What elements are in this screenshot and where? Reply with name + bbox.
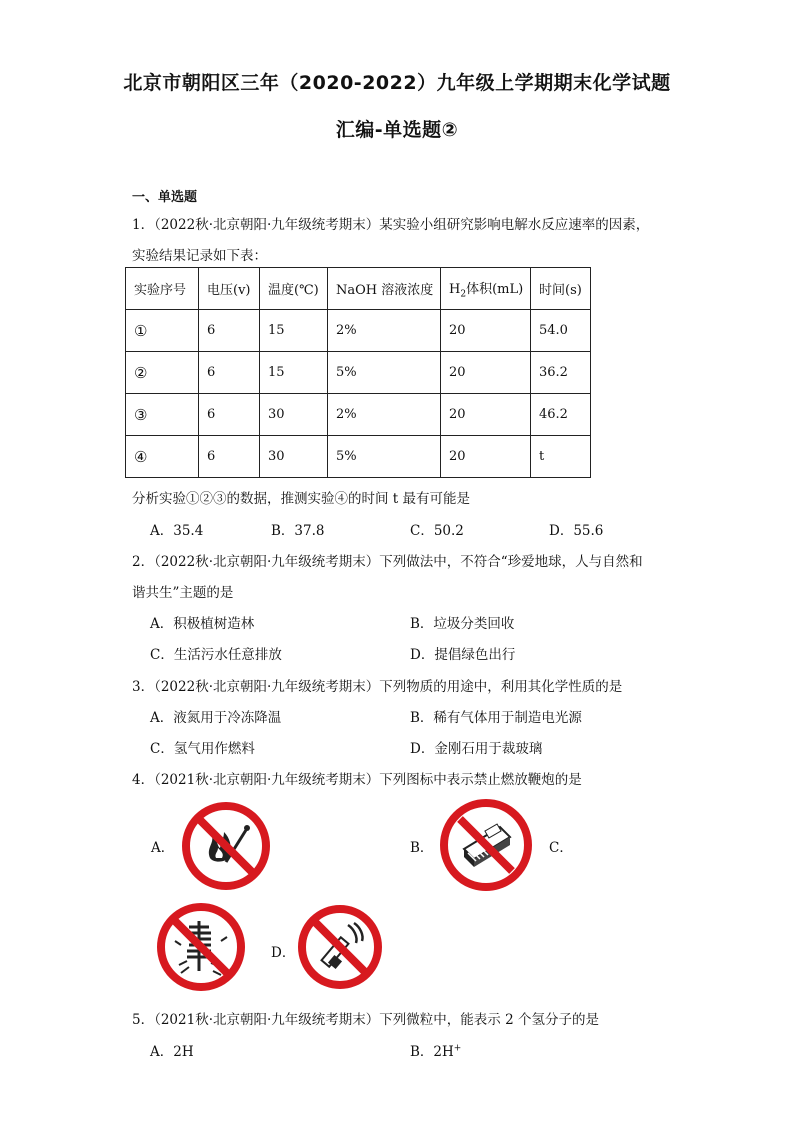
table-cell: 20	[441, 394, 531, 436]
table-cell: ④	[126, 436, 199, 478]
table-cell: 6	[199, 352, 260, 394]
q2-option-c[interactable]: C．生活污水任意排放	[150, 647, 282, 663]
table-cell: 20	[441, 310, 531, 352]
q3-option-d[interactable]: D．金刚石用于裁玻璃	[410, 741, 543, 757]
table-cell: ②	[126, 352, 199, 394]
table-cell: 6	[199, 310, 260, 352]
header-cell: 时间(s)	[531, 268, 591, 310]
h2-symbol: H	[449, 281, 461, 297]
table-cell: 2%	[328, 310, 441, 352]
table-cell: 5%	[328, 352, 441, 394]
header-cell: 实验序号	[126, 268, 199, 310]
q3-option-c[interactable]: C．氢气用作燃料	[150, 741, 255, 757]
table-cell: ①	[126, 310, 199, 352]
doc-title-line2: 汇编-单选题②	[335, 119, 459, 141]
q4-stem: 4．（2021秋·北京朝阳·九年级统考期末）下列图标中表示禁止燃放鞭炮的是	[132, 772, 582, 788]
q5-option-a[interactable]: A．2H	[150, 1044, 194, 1060]
q4-option-d-label[interactable]: D．	[271, 945, 296, 961]
table-row	[126, 352, 591, 394]
q3-stem: 3．（2022秋·北京朝阳·九年级统考期末）下列物质的用途中，利用其化学性质的是	[132, 679, 623, 695]
no-smoking-sign-icon[interactable]	[296, 903, 384, 991]
table-cell: t	[531, 436, 591, 478]
table-cell: 5%	[328, 436, 441, 478]
q1-stem-line2: 实验结果记录如下表：	[132, 248, 267, 264]
q1-option-c[interactable]: C．50.2	[410, 523, 464, 539]
table-cell: 20	[441, 436, 531, 478]
table-header-row	[126, 268, 591, 310]
header-cell	[441, 268, 531, 310]
q2-option-a[interactable]: A．积极植树造林	[150, 616, 255, 632]
table-row	[126, 436, 591, 478]
q1-option-d[interactable]: D．55.6	[549, 523, 604, 539]
table-cell: 54.0	[531, 310, 591, 352]
header-cell: 电压(v)	[199, 268, 260, 310]
no-open-flame-sign-icon[interactable]	[180, 800, 272, 892]
table-cell: 46.2	[531, 394, 591, 436]
table-row	[126, 310, 591, 352]
table-cell: 15	[260, 310, 328, 352]
no-firecrackers-sign-icon[interactable]	[155, 901, 247, 993]
q5-option-b-charge: +	[453, 1043, 462, 1054]
header-cell: 温度(℃)	[260, 268, 328, 310]
q1-stem-line1: 1．（2022秋·北京朝阳·九年级统考期末）某实验小组研究影响电解水反应速率的因素，	[132, 217, 650, 233]
table-row	[126, 394, 591, 436]
h2-subscript: 2	[460, 289, 467, 300]
table-cell: 30	[260, 436, 328, 478]
q5-option-b[interactable]	[410, 1040, 461, 1060]
q5-stem: 5．（2021秋·北京朝阳·九年级统考期末）下列微粒中，能表示 2 个氢分子的是	[132, 1012, 599, 1028]
volume-label: 体积(mL)	[466, 281, 524, 297]
q2-option-b[interactable]: B．垃圾分类回收	[410, 616, 515, 632]
q5-option-b-text: B．2H	[410, 1044, 454, 1060]
q3-option-a[interactable]: A．液氮用于冷冻降温	[150, 710, 282, 726]
section-heading: 一、单选题	[132, 190, 198, 205]
table-cell: 30	[260, 394, 328, 436]
table-cell: 2%	[328, 394, 441, 436]
q4-option-c-label[interactable]: C．	[549, 840, 573, 856]
q4-option-b-label[interactable]: B．	[410, 840, 434, 856]
q1-option-a[interactable]: A．35.4	[150, 523, 204, 539]
q3-option-b[interactable]: B．稀有气体用于制造电光源	[410, 710, 582, 726]
q2-stem-line2: 谐共生”主题的是	[132, 585, 234, 601]
q2-stem-line1: 2．（2022秋·北京朝阳·九年级统考期末）下列做法中，不符合“珍爱地球，人与自然和	[132, 554, 643, 570]
q1-analysis-text: 分析实验①②③的数据，推测实验④的时间 t 最有可能是	[132, 491, 471, 507]
q2-option-d[interactable]: D．提倡绿色出行	[410, 647, 516, 663]
table-cell: 20	[441, 352, 531, 394]
table-cell: 6	[199, 436, 260, 478]
no-matches-sign-icon[interactable]	[438, 797, 534, 893]
table-cell: 6	[199, 394, 260, 436]
header-cell: NaOH 溶液浓度	[328, 268, 441, 310]
table-cell: 15	[260, 352, 328, 394]
q1-option-b[interactable]: B．37.8	[271, 523, 325, 539]
q4-option-a-label[interactable]: A．	[151, 840, 175, 856]
experiment-table	[125, 267, 591, 478]
doc-title-line1: 北京市朝阳区三年（2020-2022）九年级上学期期末化学试题	[123, 72, 671, 94]
table-cell: 36.2	[531, 352, 591, 394]
table-cell: ③	[126, 394, 199, 436]
